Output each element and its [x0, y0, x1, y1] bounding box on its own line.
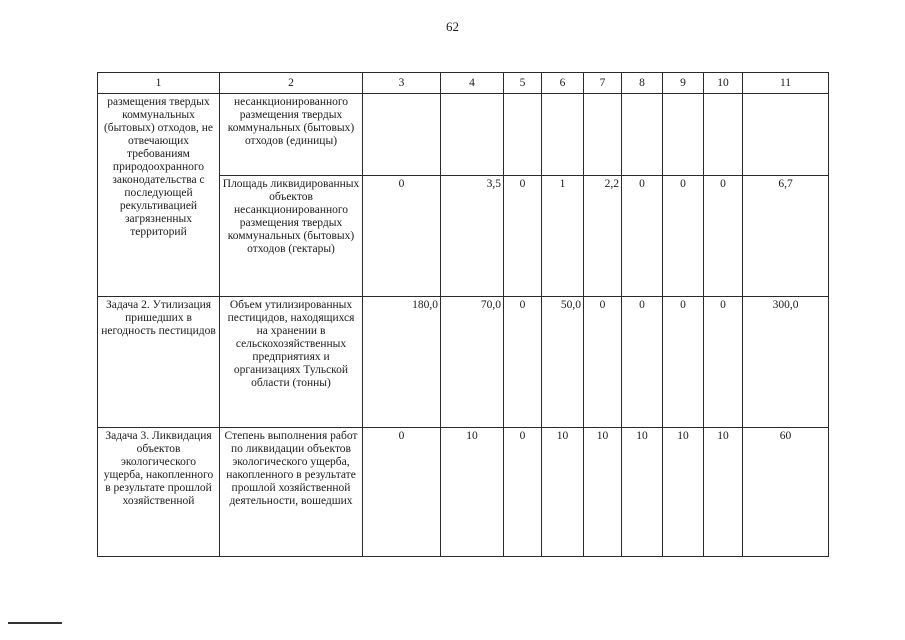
value-cell: 0 — [504, 176, 542, 297]
header-cell: 9 — [663, 73, 704, 94]
value-cell: 300,0 — [743, 297, 829, 428]
value-cell — [663, 94, 704, 176]
indicator-cell: Объем утилизированных пестицидов, находящихся на хранении в сельскохозяйственных предприятиях и организациях Тульской области (тонны) — [220, 297, 363, 428]
value-cell: 10 — [663, 428, 704, 557]
value-cell: 0 — [622, 297, 663, 428]
header-cell: 11 — [743, 73, 829, 94]
header-cell: 1 — [98, 73, 220, 94]
value-cell — [743, 94, 829, 176]
header-row — [98, 73, 829, 94]
header-cell: 6 — [542, 73, 584, 94]
table-row — [98, 297, 829, 428]
task-cell: Задача 3. Ликвидация объектов экологического ущерба, накопленного в результате прошлой хозяйственной — [98, 428, 220, 557]
header-cell: 10 — [704, 73, 743, 94]
value-cell: 10 — [441, 428, 504, 557]
value-cell: 0 — [584, 297, 622, 428]
header-cell: 3 — [363, 73, 441, 94]
value-cell: 0 — [363, 176, 441, 297]
indicator-cell: Степень выполнения работ по ликвидации объектов экологического ущерба, накопленного в результате прошлой хозяйственной деятельности, вошедших — [220, 428, 363, 557]
header-cell: 7 — [584, 73, 622, 94]
value-cell: 0 — [504, 297, 542, 428]
indicator-cell: несанкционированного размещения твердых коммунальных (бытовых) отходов (единицы) — [220, 94, 363, 176]
page-number: 62 — [446, 19, 459, 34]
header-cell: 2 — [220, 73, 363, 94]
value-cell: 3,5 — [441, 176, 504, 297]
indicator-cell: Площадь ликвидированных объектов несанкционированного размещения твердых коммунальных (бытовых) отходов (гектары) — [220, 176, 363, 297]
value-cell: 10 — [704, 428, 743, 557]
value-cell — [584, 94, 622, 176]
header-cell: 8 — [622, 73, 663, 94]
value-cell: 60 — [743, 428, 829, 557]
value-cell — [504, 94, 542, 176]
table-row — [98, 94, 829, 176]
value-cell: 10 — [542, 428, 584, 557]
value-cell — [622, 94, 663, 176]
header-cell: 4 — [441, 73, 504, 94]
value-cell — [441, 94, 504, 176]
value-cell: 1 — [542, 176, 584, 297]
value-cell: 2,2 — [584, 176, 622, 297]
value-cell: 10 — [622, 428, 663, 557]
value-cell: 50,0 — [542, 297, 584, 428]
header-cell: 5 — [504, 73, 542, 94]
task-cell: Задача 2. Утилизация пришедших в негодность пестицидов — [98, 297, 220, 428]
value-cell: 70,0 — [441, 297, 504, 428]
value-cell — [542, 94, 584, 176]
value-cell: 0 — [704, 297, 743, 428]
table-row — [98, 428, 829, 557]
value-cell: 0 — [663, 176, 704, 297]
value-cell: 0 — [504, 428, 542, 557]
value-cell: 0 — [663, 297, 704, 428]
footnote-rule — [8, 622, 62, 624]
value-cell: 10 — [584, 428, 622, 557]
value-cell: 180,0 — [363, 297, 441, 428]
value-cell — [704, 94, 743, 176]
value-cell: 0 — [622, 176, 663, 297]
value-cell — [363, 94, 441, 176]
indicators-table — [97, 72, 829, 557]
task-cell: размещения твердых коммунальных (бытовых) отходов, не отвечающих требованиям природоохранного законодательства с последующей рекультивацией загрязненных территорий — [98, 94, 220, 297]
value-cell: 0 — [704, 176, 743, 297]
value-cell: 0 — [363, 428, 441, 557]
value-cell: 6,7 — [743, 176, 829, 297]
